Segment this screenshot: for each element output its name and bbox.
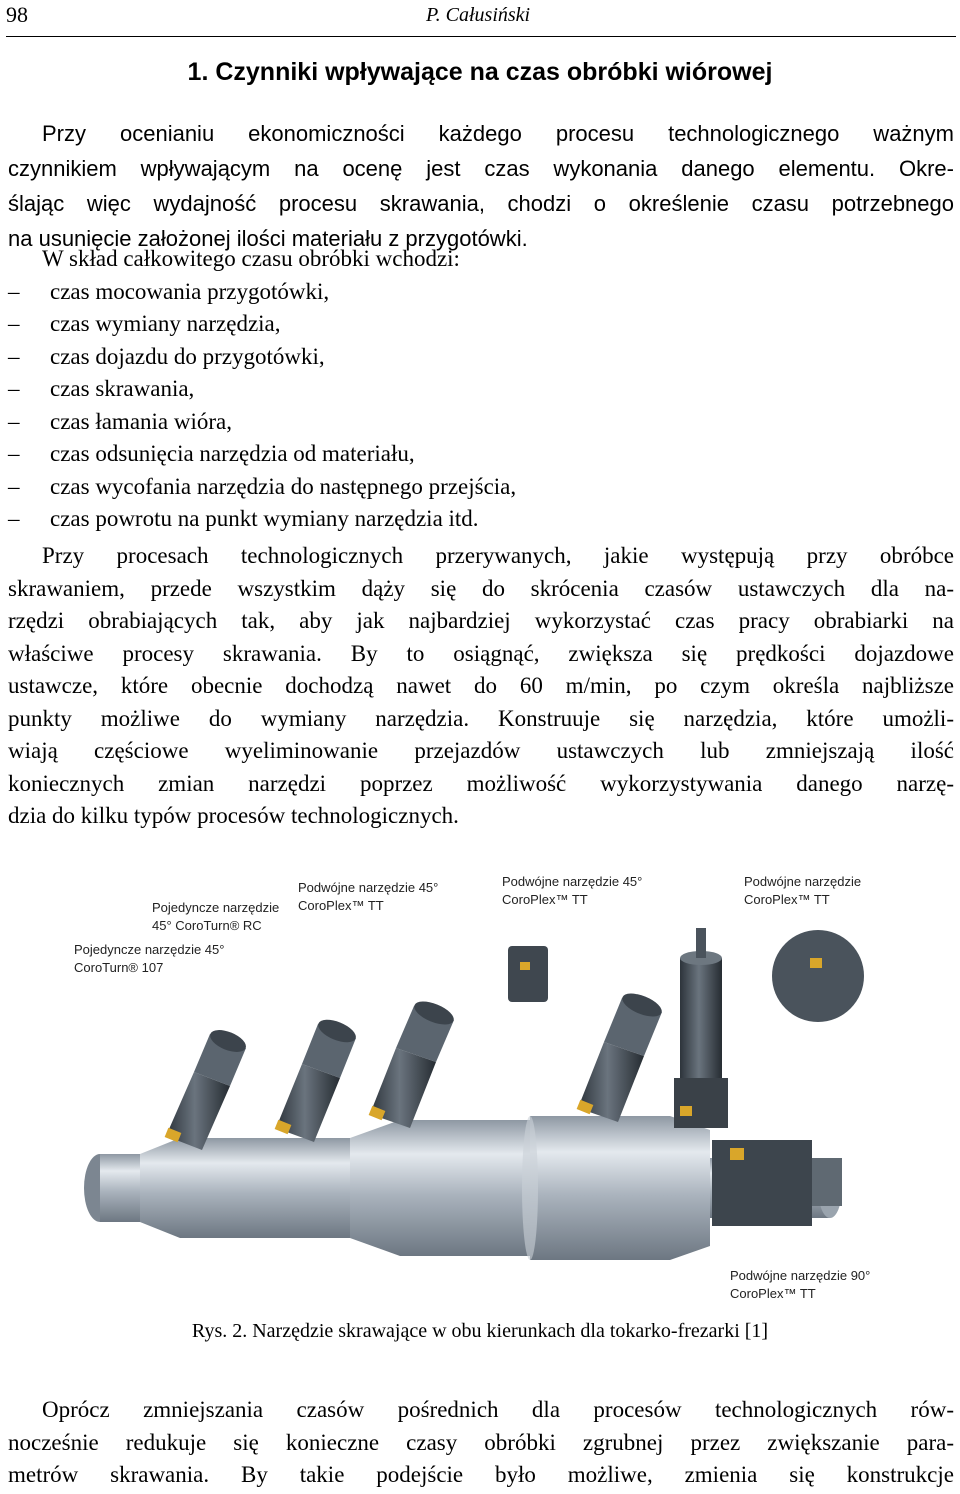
- dash-mark: –: [8, 311, 20, 336]
- label-single-rc-l2: 45° CoroTurn® RC: [152, 918, 262, 933]
- intro-line: czynnikiem wpływającym na ocenę jest czas wykonania danego elementu. Okre-: [8, 156, 954, 181]
- page-header: [6, 0, 956, 37]
- body-paragraph: [8, 540, 954, 833]
- label-double-45-a-l1: Podwójne narzędzie 45°: [298, 880, 439, 895]
- label-double-90-l1: Podwójne narzędzie 90°: [730, 1268, 871, 1283]
- label-single-107-l2: CoroTurn® 107: [74, 960, 164, 975]
- dash-mark: –: [8, 473, 20, 499]
- dash-mark: –: [8, 441, 20, 466]
- body-line: Przy procesach technologicznych przerywanych, jakie występują przy obróbce: [42, 543, 954, 568]
- dash-list: [8, 276, 954, 536]
- running-author: P. Całusiński: [426, 4, 531, 26]
- body-paragraph: [8, 1394, 954, 1492]
- intro-line: Przy ocenianiu ekonomiczności każdego procesu technologicznego ważnym: [42, 121, 954, 146]
- label-double-45-a-l2: CoroPlex™ TT: [298, 898, 384, 913]
- body-line: metrów skrawania. By takie podejście było możliwe, zmienia się konstrukcje: [8, 1462, 954, 1487]
- list-item: – czas odsunięcia narzędzia od materiału,: [8, 438, 954, 471]
- list-item: – czas dojazdu do przygotówki,: [8, 341, 954, 374]
- intro-line: ślając więc wydajność procesu skrawania, chodzi o określenie czasu potrzebnego: [8, 191, 954, 216]
- inset-detail-left: [508, 946, 548, 1002]
- list-item: – czas wycofania narzędzia do następnego przejścia,: [8, 471, 954, 504]
- dash-mark: –: [8, 408, 20, 434]
- body-line: punkty możliwe do wymiany narzędzia. Konstruuje się narzędzia, które umożli-: [8, 705, 954, 731]
- inset-detail-right: [772, 930, 864, 1022]
- body-line: skrawaniem, przede wszystkim dąży się do skrócenia czasów ustawczych dla na-: [8, 575, 954, 601]
- figure-caption: Rys. 2. Narzędzie skrawające w obu kierunkach dla tokarko-frezarki [1]: [191, 1320, 769, 1342]
- body-line: koniecznych zmian narzędzi poprzez możliwość wykorzystywania danego narzę-: [8, 770, 954, 796]
- list-item: – czas łamania wióra,: [8, 406, 954, 439]
- list-item: – czas wymiany narzędzia,: [8, 308, 954, 341]
- body-line: nocześnie redukuje się konieczne czasy obróbki zgrubnej przez zwiększanie para-: [8, 1429, 954, 1455]
- list-item: – czas skrawania,: [8, 373, 954, 406]
- list-item: – czas mocowania przygotówki,: [8, 276, 954, 309]
- label-double-top-right-l1: Podwójne narzędzie: [744, 874, 862, 889]
- body-line: Oprócz zmniejszania czasów pośrednich dla procesów technologicznych rów-: [42, 1397, 954, 1422]
- intro-line: na usunięcie założonej ilości materiału z przygotówki.: [8, 226, 528, 251]
- page-number: 98: [6, 2, 28, 27]
- label-double-top-right-l2: CoroPlex™ TT: [744, 892, 830, 907]
- dash-mark: –: [8, 376, 20, 401]
- label-double-45-b-l1: Podwójne narzędzie 45°: [502, 874, 643, 889]
- body-line: dzia do kilku typów procesów technologicznych.: [8, 803, 459, 828]
- tool-double-45-a: [369, 997, 457, 1128]
- label-single-rc-l1: Pojedyncze narzędzie: [152, 900, 280, 915]
- list-item: – czas powrotu na punkt wymiany narzędzia itd.: [8, 503, 954, 536]
- tool-single-rc: [275, 1015, 359, 1142]
- label-single-107-l1: Pojedyncze narzędzie 45°: [74, 942, 225, 957]
- section-title: 1. Czynniki wpływające na czas obróbki wiórowej: [187, 58, 773, 86]
- list-intro: W skład całkowitego czasu obróbki wchodzi:: [42, 246, 460, 271]
- dash-mark: –: [8, 506, 20, 531]
- body-line: wiają częściowe wyeliminowanie przejazdów ustawczych lub zmniejszają ilość: [8, 738, 954, 763]
- tool-figure: [70, 858, 900, 1300]
- time-components-list: [8, 243, 954, 536]
- intro-paragraph: [8, 116, 954, 256]
- label-double-45-b-l2: CoroPlex™ TT: [502, 892, 588, 907]
- body-line: ustawcze, które obecnie dochodzą nawet do 60 m/min, po czym określa najbliższe: [8, 673, 954, 698]
- body-line: rzędzi obrabiających tak, aby jak najbardziej wykorzystać czas pracy obrabiarki na: [8, 608, 954, 633]
- dash-mark: –: [8, 278, 20, 304]
- label-double-90-l2: CoroPlex™ TT: [730, 1286, 816, 1300]
- tool-double-vertical: [674, 928, 864, 1128]
- tool-double-45-b: [508, 946, 665, 1122]
- tool-single-107: [165, 1026, 249, 1150]
- body-line: właściwe procesy skrawania. By to osiągnąć, zwiększa się prędkości dojazdowe: [8, 640, 954, 666]
- dash-mark: –: [8, 343, 20, 369]
- tool-illustration: [70, 858, 900, 1300]
